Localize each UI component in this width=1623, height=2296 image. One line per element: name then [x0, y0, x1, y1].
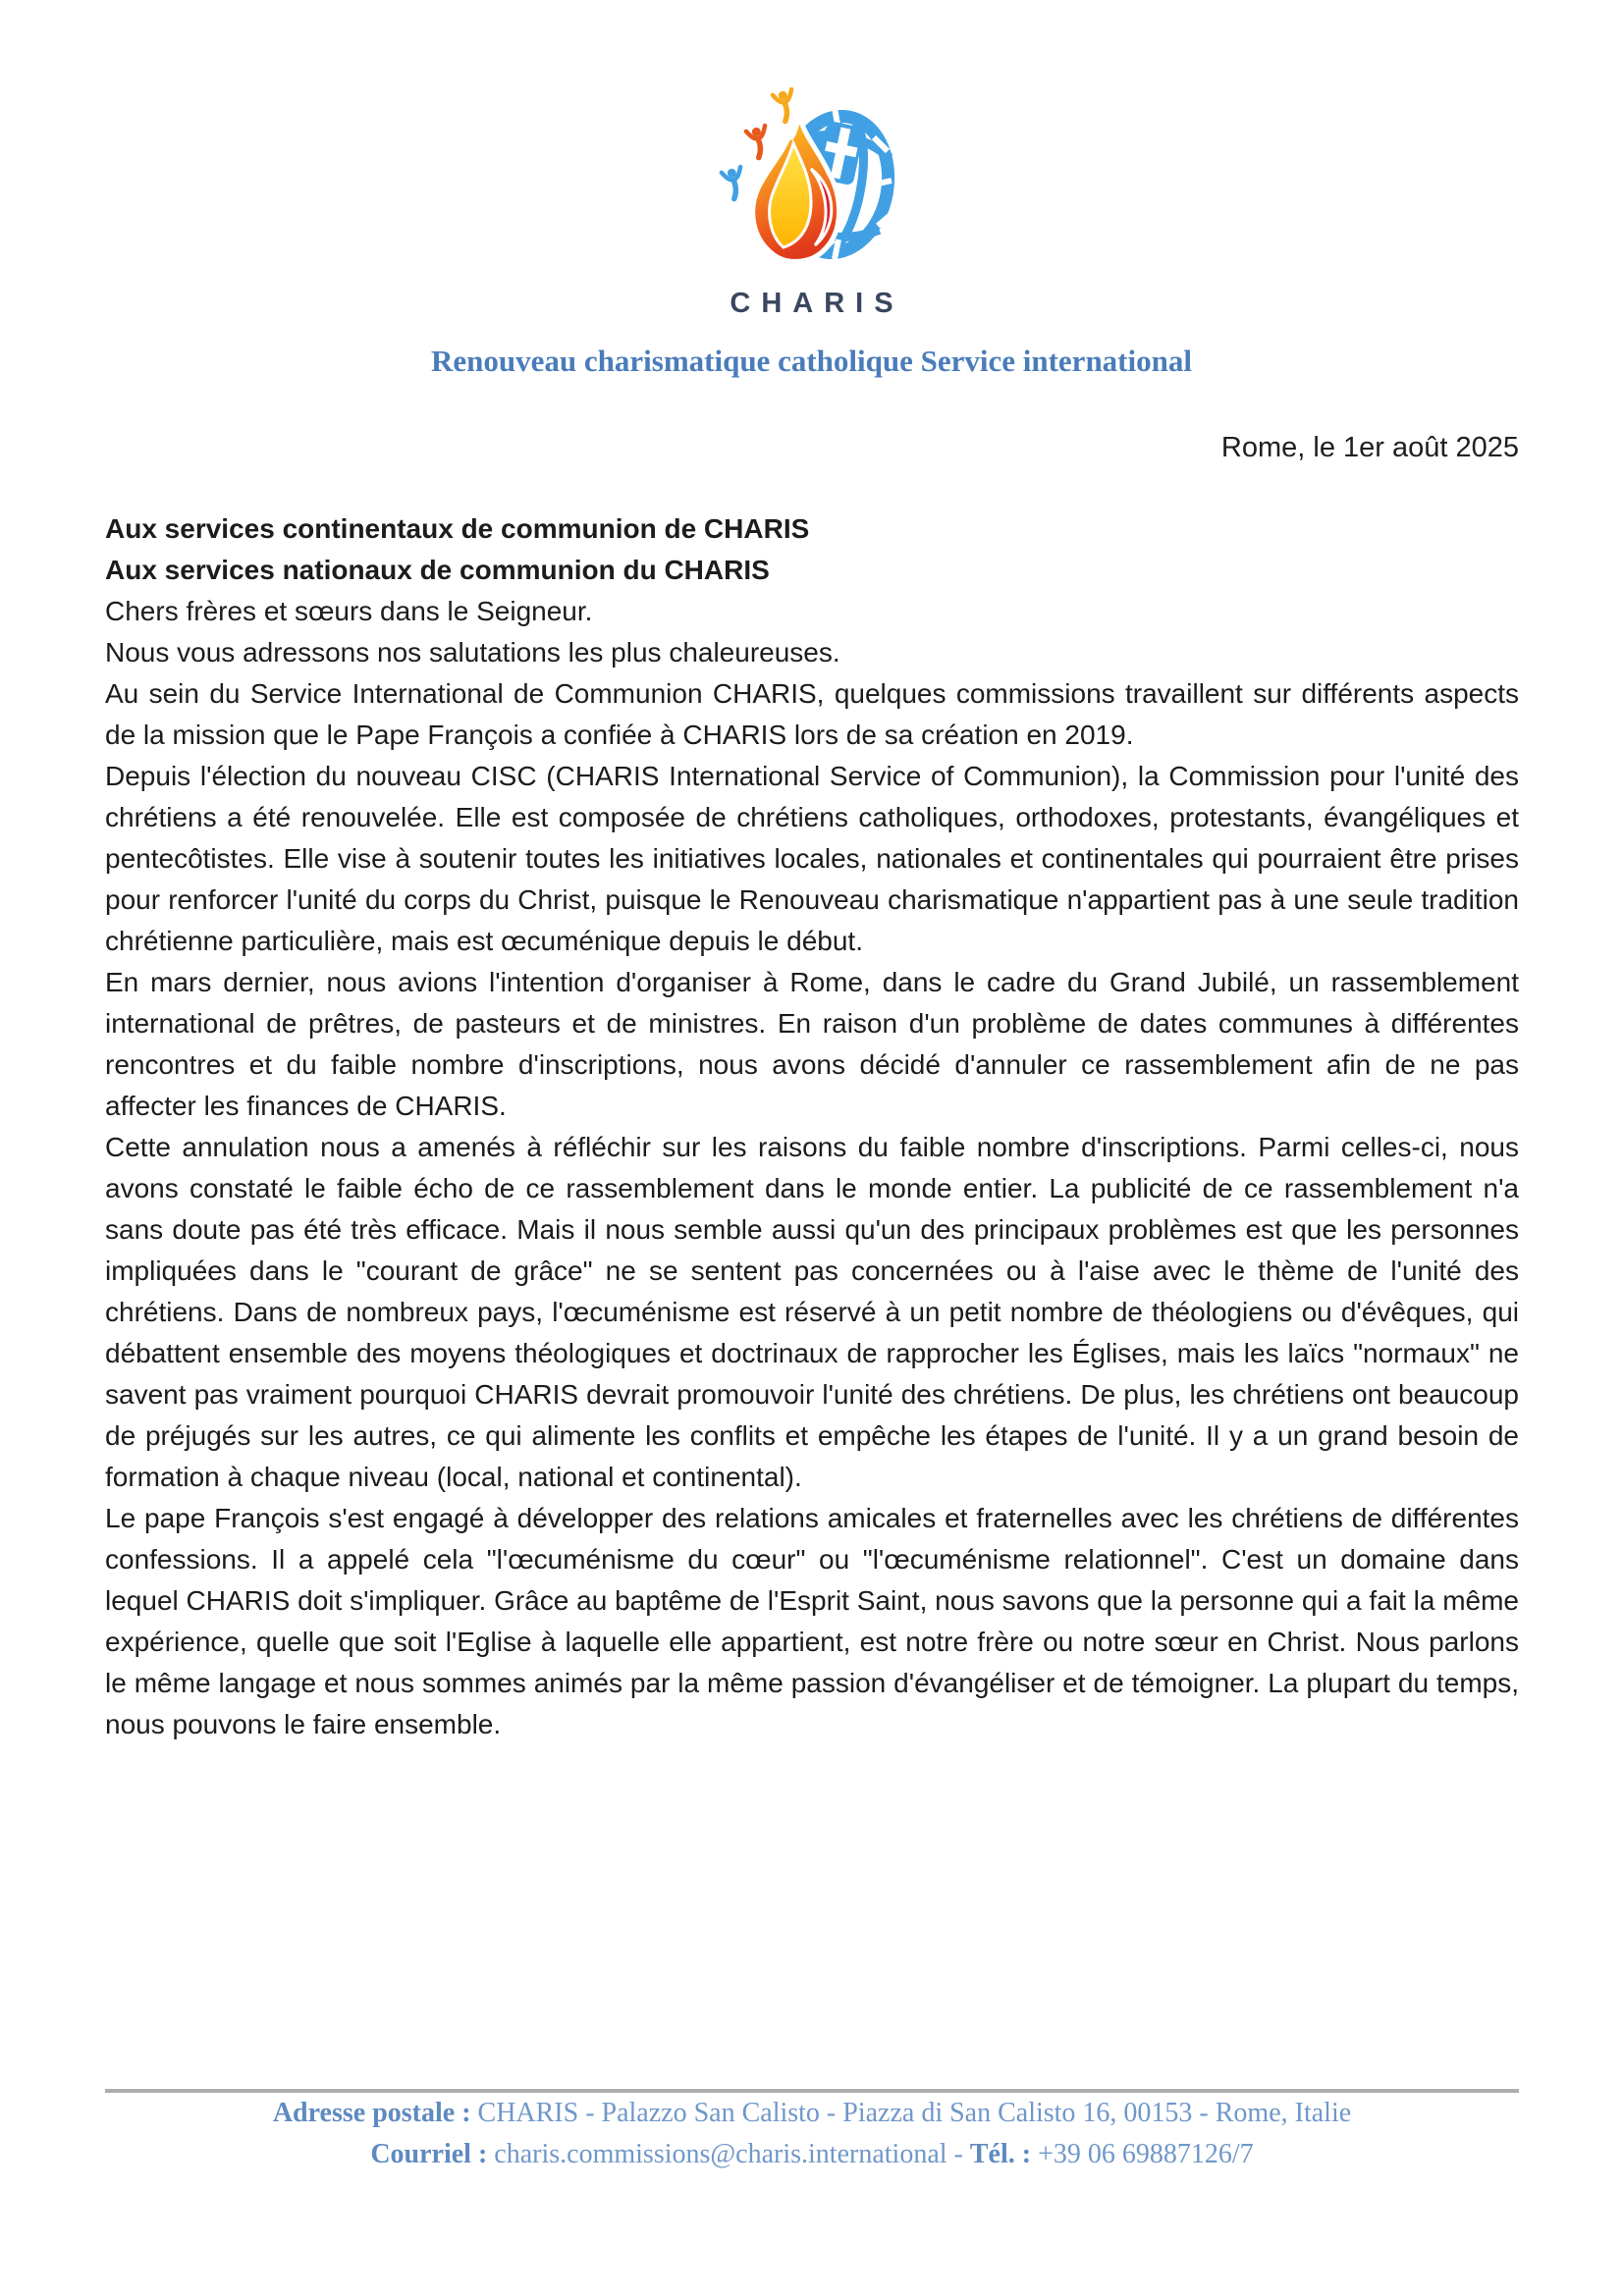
recipient-line: Aux services nationaux de communion du CHARIS	[105, 555, 770, 585]
tel-label: Tél. :	[969, 2139, 1032, 2169]
email-value: charis.commissions@charis.international -	[487, 2139, 970, 2169]
charis-logo	[0, 86, 1623, 320]
paragraph-2: Depuis l'élection du nouveau CISC (CHARIS International Service of Communion), la Commission pour l'unité des chrétiens a été renouvelée. Elle est composée de chrétiens catholiques, orthodoxes, protestants, évangéliques et pentecôtistes. Elle vise à soutenir toutes les initiatives locales, nationales et continentales qui pourraient être prises pour renforcer l'unité du corps du Christ, puisque le Renouveau charismatique n'appartient pas à une seule tradition chrétienne particulière, mais est œcuménique depuis le début.	[105, 761, 1519, 956]
salutation: Chers frères et sœurs dans le Seigneur.	[105, 596, 593, 626]
recipient-line: Aux services continentaux de communion de CHARIS	[105, 513, 810, 544]
email-label: Courriel :	[370, 2139, 488, 2169]
paragraph-3: En mars dernier, nous avions l'intention d'organiser à Rome, dans le cadre du Grand Jubilé, un rassemblement international de prêtres, de pasteurs et de ministres. En raison d'un problème de dates communes à différentes rencontres et du faible nombre d'inscriptions, nous avons décidé d'annuler ce rassemblement afin de ne pas affecter les finances de CHARIS.	[105, 967, 1519, 1121]
paragraph-1: Au sein du Service International de Communion CHARIS, quelques commissions travaillent sur différents aspects de la mission que le Pape François a confiée à CHARIS lors de sa création en 2019.	[105, 678, 1519, 750]
page-footer	[105, 2089, 1519, 2175]
footer-address-line	[105, 2093, 1519, 2134]
footer-contact-line	[105, 2134, 1519, 2175]
logo-wordmark: CHARIS	[730, 288, 904, 319]
date-line: Rome, le 1er août 2025	[1220, 432, 1519, 463]
charis-logo-graphic	[719, 86, 905, 278]
letterhead	[0, 86, 1623, 379]
recipients-block	[105, 508, 1519, 591]
tel-value: +39 06 69887126/7	[1031, 2139, 1254, 2169]
letter-body	[105, 508, 1519, 1745]
paragraph-4: Cette annulation nous a amenés à réfléchir sur les raisons du faible nombre d'inscriptions. Parmi celles-ci, nous avons constaté le faible écho de ce rassemblement dans le monde entier. La publicité de ce rassemblement n'a sans doute pas été très efficace. Mais il nous semble aussi qu'un des principaux problèmes est que les personnes impliquées dans le "courant de grâce" ne se sentent pas concernées ou à l'aise avec le thème de l'unité des chrétiens. Dans de nombreux pays, l'œcuménisme est réservé à un petit nombre de théologiens ou d'évêques, qui débattent ensemble des moyens théologiques et doctrinaux de rapprocher les Églises, mais les laïcs "normaux" ne savent pas vraiment pourquoi CHARIS devrait promouvoir l'unité des chrétiens. De plus, les chrétiens ont beaucoup de préjugés sur les autres, ce qui alimente les conflits et empêche les étapes de l'unité. Il y a un grand besoin de formation à chaque niveau (local, national et continental).	[105, 1132, 1519, 1492]
paragraph-5: Le pape François s'est engagé à développer des relations amicales et fraternelles avec les chrétiens de différentes confessions. Il a appelé cela "l'œcuménisme du cœur" ou "l'œcuménisme relationnel". C'est un domaine dans lequel CHARIS doit s'impliquer. Grâce au baptême de l'Esprit Saint, nous savons que la personne qui a fait la même expérience, quelle que soit l'Eglise à laquelle elle appartient, est notre frère ou notre sœur en Christ. Nous parlons le même langage et nous sommes animés par la même passion d'évangéliser et de témoigner. La plupart du temps, nous pouvons le faire ensemble.	[105, 1503, 1519, 1739]
address-value: CHARIS - Palazzo San Calisto - Piazza di San Calisto 16, 00153 - Rome, Italie	[470, 2098, 1352, 2128]
address-label: Adresse postale :	[272, 2098, 471, 2128]
opening-line: Nous vous adressons nos salutations les plus chaleureuses.	[105, 637, 840, 667]
org-subtitle: Renouveau charismatique catholique Service international	[431, 344, 1192, 378]
